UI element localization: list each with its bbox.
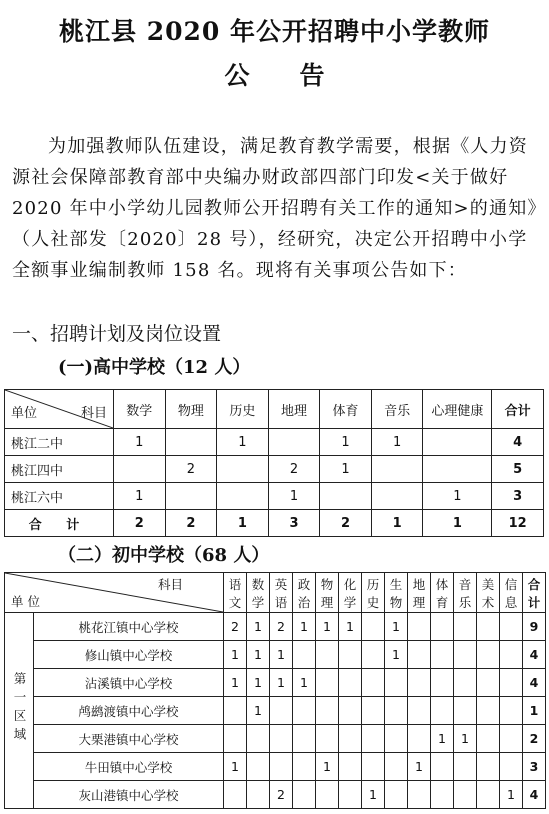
table-cell: 1 bbox=[114, 429, 166, 456]
table-cell: 3 bbox=[268, 510, 320, 537]
table-cell bbox=[477, 613, 500, 641]
table-cell bbox=[423, 456, 492, 483]
table-cell bbox=[385, 669, 408, 697]
table-cell: 1 bbox=[385, 641, 408, 669]
table-row bbox=[5, 641, 546, 669]
table-cell bbox=[454, 781, 477, 809]
table-cell: 1 bbox=[431, 725, 454, 753]
row-total: 4 bbox=[523, 641, 546, 669]
high-school-heading: (一)高中学校（12 人） bbox=[58, 357, 251, 378]
table-cell bbox=[500, 753, 523, 781]
corner-cell bbox=[5, 573, 224, 613]
table-cell bbox=[339, 753, 362, 781]
row-total: 4 bbox=[523, 781, 546, 809]
table-cell bbox=[320, 483, 372, 510]
table-cell bbox=[293, 641, 316, 669]
region-label: 第一区域 bbox=[12, 672, 27, 746]
grand-total: 12 bbox=[492, 510, 544, 537]
school-name: 桃花江镇中心学校 bbox=[34, 613, 224, 641]
school-name: 修山镇中心学校 bbox=[34, 641, 224, 669]
table-cell bbox=[423, 429, 492, 456]
column-header: 音乐 bbox=[454, 573, 477, 613]
table-cell bbox=[114, 456, 166, 483]
table-cell: 1 bbox=[224, 641, 247, 669]
table-cell: 1 bbox=[217, 429, 269, 456]
table-row bbox=[5, 725, 546, 753]
column-header: 地理 bbox=[268, 390, 320, 429]
table-cell: 1 bbox=[500, 781, 523, 809]
column-header: 数学 bbox=[114, 390, 166, 429]
table-cell bbox=[408, 641, 431, 669]
column-header: 物理 bbox=[165, 390, 217, 429]
table-cell: 1 bbox=[320, 429, 372, 456]
corner-cell bbox=[5, 390, 114, 429]
school-name: 桃江二中 bbox=[5, 429, 114, 456]
table-cell bbox=[408, 725, 431, 753]
row-total: 4 bbox=[523, 669, 546, 697]
column-header: 合计 bbox=[492, 390, 544, 429]
corner-subject: 科目 bbox=[80, 406, 107, 421]
column-header: 数学 bbox=[247, 573, 270, 613]
table-cell bbox=[362, 697, 385, 725]
table-cell bbox=[431, 753, 454, 781]
table-cell: 2 bbox=[165, 456, 217, 483]
table-cell bbox=[500, 613, 523, 641]
table-cell bbox=[362, 641, 385, 669]
table-cell bbox=[339, 669, 362, 697]
column-header: 地理 bbox=[408, 573, 431, 613]
table-row bbox=[5, 753, 546, 781]
row-total: 4 bbox=[492, 429, 544, 456]
column-header: 语文 bbox=[224, 573, 247, 613]
table-header-row bbox=[5, 390, 544, 429]
table-cell: 2 bbox=[165, 510, 217, 537]
table-cell bbox=[316, 697, 339, 725]
table-cell bbox=[224, 725, 247, 753]
row-total: 5 bbox=[492, 456, 544, 483]
table-cell bbox=[293, 697, 316, 725]
table-cell bbox=[385, 781, 408, 809]
high-school-table bbox=[4, 389, 544, 537]
table-cell bbox=[316, 725, 339, 753]
document-title: 桃江县 2020 年公开招聘中小学教师 bbox=[59, 17, 490, 46]
table-header-row bbox=[5, 573, 546, 613]
column-header: 体育 bbox=[320, 390, 372, 429]
table-cell bbox=[268, 429, 320, 456]
table-cell: 1 bbox=[270, 669, 293, 697]
table-cell: 1 bbox=[423, 510, 492, 537]
table-cell bbox=[431, 697, 454, 725]
table-cell bbox=[431, 781, 454, 809]
school-name: 灰山港镇中心学校 bbox=[34, 781, 224, 809]
table-cell bbox=[454, 697, 477, 725]
table-cell: 1 bbox=[247, 641, 270, 669]
table-cell: 1 bbox=[320, 456, 372, 483]
table-cell bbox=[339, 697, 362, 725]
table-cell: 1 bbox=[293, 669, 316, 697]
table-cell bbox=[270, 697, 293, 725]
column-header: 历史 bbox=[217, 390, 269, 429]
table-cell: 1 bbox=[454, 725, 477, 753]
table-cell bbox=[477, 697, 500, 725]
table-cell: 2 bbox=[224, 613, 247, 641]
total-row bbox=[5, 510, 544, 537]
table-cell: 1 bbox=[371, 429, 423, 456]
table-cell bbox=[431, 669, 454, 697]
table-cell bbox=[454, 641, 477, 669]
table-cell bbox=[247, 725, 270, 753]
table-cell bbox=[500, 725, 523, 753]
table-cell: 1 bbox=[339, 613, 362, 641]
table-cell bbox=[293, 753, 316, 781]
table-cell: 2 bbox=[270, 613, 293, 641]
column-header: 英语 bbox=[270, 573, 293, 613]
column-header: 美术 bbox=[477, 573, 500, 613]
region-cell bbox=[5, 613, 34, 809]
table-cell bbox=[362, 753, 385, 781]
table-cell bbox=[247, 781, 270, 809]
table-cell bbox=[270, 725, 293, 753]
table-cell: 1 bbox=[224, 753, 247, 781]
document-subtitle: 公告 bbox=[224, 61, 375, 90]
school-name: 桃江四中 bbox=[5, 456, 114, 483]
table-cell: 1 bbox=[371, 510, 423, 537]
table-row bbox=[5, 781, 546, 809]
table-cell bbox=[500, 641, 523, 669]
table-cell: 1 bbox=[224, 669, 247, 697]
table-cell bbox=[339, 725, 362, 753]
column-header: 音乐 bbox=[371, 390, 423, 429]
table-cell bbox=[371, 456, 423, 483]
table-cell: 1 bbox=[114, 483, 166, 510]
corner-unit: 单 位 bbox=[11, 594, 40, 609]
table-cell bbox=[371, 483, 423, 510]
table-cell bbox=[431, 641, 454, 669]
table-cell bbox=[316, 669, 339, 697]
table-cell: 1 bbox=[247, 669, 270, 697]
school-name: 鸬鹚渡镇中心学校 bbox=[34, 697, 224, 725]
table-cell: 1 bbox=[217, 510, 269, 537]
table-cell bbox=[217, 456, 269, 483]
column-header: 信息 bbox=[500, 573, 523, 613]
table-row bbox=[5, 456, 544, 483]
corner-unit: 单位 bbox=[11, 406, 38, 421]
table-row bbox=[5, 613, 546, 641]
column-header: 合计 bbox=[523, 573, 546, 613]
table-cell bbox=[454, 613, 477, 641]
middle-school-table bbox=[4, 572, 546, 809]
column-header: 心理健康 bbox=[423, 390, 492, 429]
table-cell bbox=[270, 753, 293, 781]
table-cell bbox=[385, 697, 408, 725]
table-row bbox=[5, 697, 546, 725]
column-header: 历史 bbox=[362, 573, 385, 613]
table-cell bbox=[500, 669, 523, 697]
table-row bbox=[5, 669, 546, 697]
table-cell bbox=[454, 669, 477, 697]
table-cell bbox=[339, 641, 362, 669]
table-cell: 2 bbox=[114, 510, 166, 537]
table-cell bbox=[224, 697, 247, 725]
table-cell bbox=[408, 669, 431, 697]
table-cell: 1 bbox=[270, 641, 293, 669]
table-cell bbox=[477, 725, 500, 753]
column-header: 物理 bbox=[316, 573, 339, 613]
table-cell: 1 bbox=[247, 697, 270, 725]
table-cell bbox=[293, 781, 316, 809]
table-cell bbox=[477, 669, 500, 697]
table-cell: 1 bbox=[268, 483, 320, 510]
section-heading: 一、招聘计划及岗位设置 bbox=[12, 323, 222, 345]
school-name: 桃江六中 bbox=[5, 483, 114, 510]
table-cell: 1 bbox=[385, 613, 408, 641]
table-cell bbox=[477, 641, 500, 669]
school-name: 大栗港镇中心学校 bbox=[34, 725, 224, 753]
table-cell: 2 bbox=[270, 781, 293, 809]
table-cell bbox=[431, 613, 454, 641]
table-cell bbox=[477, 753, 500, 781]
table-cell bbox=[339, 781, 362, 809]
intro-paragraph: 为加强教师队伍建设，满足教育教学需要，根据《人力资源社会保障部教育部中央编办财政部四部门印发<关于做好 2020 年中小学幼儿园教师公开招聘有关工作的通知>的通知》（人社部发〔2020〕28 号），经研究，决定公开招聘中小学全额事业编制教师 158 名。现将有关事项公告如下： bbox=[12, 136, 538, 281]
school-name: 沾溪镇中心学校 bbox=[34, 669, 224, 697]
table-cell bbox=[454, 753, 477, 781]
table-cell bbox=[362, 669, 385, 697]
column-header: 政治 bbox=[293, 573, 316, 613]
table-cell bbox=[408, 697, 431, 725]
total-label: 合 计 bbox=[5, 510, 114, 537]
table-cell: 1 bbox=[362, 781, 385, 809]
table-cell bbox=[408, 781, 431, 809]
table-cell bbox=[316, 641, 339, 669]
table-cell bbox=[224, 781, 247, 809]
corner-subject: 科目 bbox=[157, 577, 183, 592]
middle-school-heading: （二）初中学校（68 人） bbox=[58, 545, 270, 566]
table-cell: 1 bbox=[247, 613, 270, 641]
column-header: 体育 bbox=[431, 573, 454, 613]
table-cell: 1 bbox=[408, 753, 431, 781]
table-cell bbox=[165, 483, 217, 510]
table-cell bbox=[385, 753, 408, 781]
school-name: 牛田镇中心学校 bbox=[34, 753, 224, 781]
table-cell bbox=[408, 613, 431, 641]
table-cell bbox=[362, 613, 385, 641]
table-cell bbox=[316, 781, 339, 809]
table-cell bbox=[293, 725, 316, 753]
table-row bbox=[5, 429, 544, 456]
row-total: 3 bbox=[523, 753, 546, 781]
table-cell bbox=[362, 725, 385, 753]
column-header: 生物 bbox=[385, 573, 408, 613]
row-total: 1 bbox=[523, 697, 546, 725]
table-cell bbox=[165, 429, 217, 456]
row-total: 9 bbox=[523, 613, 546, 641]
table-cell bbox=[217, 483, 269, 510]
table-cell: 1 bbox=[293, 613, 316, 641]
table-cell: 2 bbox=[320, 510, 372, 537]
table-row bbox=[5, 483, 544, 510]
row-total: 2 bbox=[523, 725, 546, 753]
table-cell bbox=[500, 697, 523, 725]
table-cell: 1 bbox=[316, 613, 339, 641]
table-cell bbox=[247, 753, 270, 781]
table-cell: 1 bbox=[316, 753, 339, 781]
table-cell: 2 bbox=[268, 456, 320, 483]
row-total: 3 bbox=[492, 483, 544, 510]
table-cell bbox=[477, 781, 500, 809]
column-header: 化学 bbox=[339, 573, 362, 613]
table-cell bbox=[385, 725, 408, 753]
table-cell: 1 bbox=[423, 483, 492, 510]
